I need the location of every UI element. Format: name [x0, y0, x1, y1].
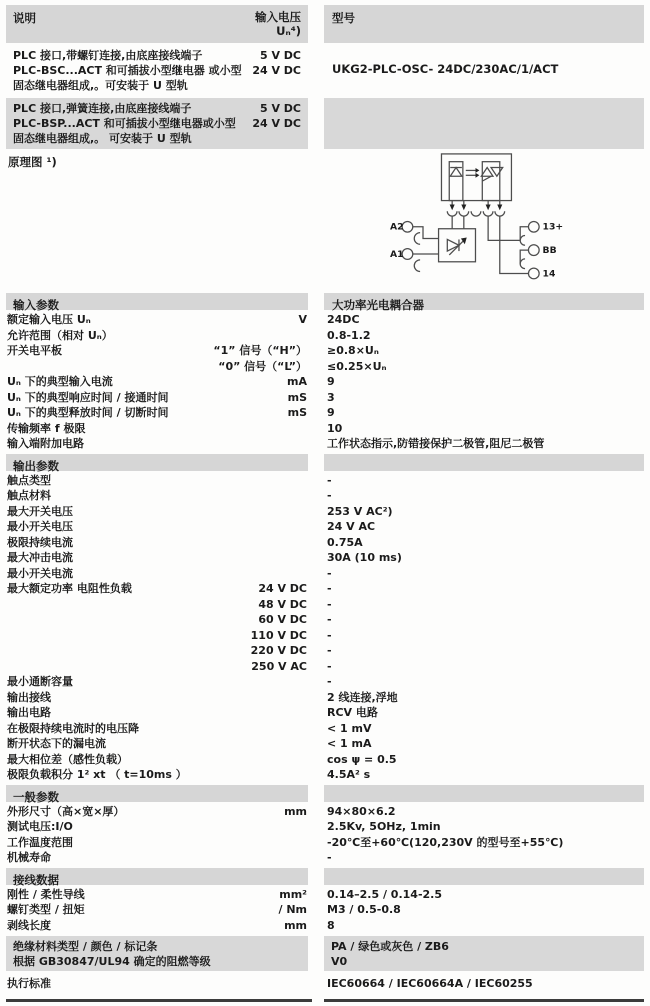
spec-sections [0, 293, 650, 933]
section-right-title: 大功率光电耦合器 [332, 298, 424, 312]
spec-left-cell [6, 359, 308, 375]
header-model-label: 型号 [332, 11, 355, 25]
spec-left-cell [6, 488, 308, 504]
spec-label: 最大冲击电流 [7, 551, 73, 564]
spec-condition: mm [284, 918, 307, 932]
spec-row [0, 819, 650, 835]
spec-label: 允许范围（相对 Uₙ） [7, 328, 113, 342]
header-description-label: 说明 [13, 11, 36, 25]
spec-value: - [327, 597, 332, 611]
header-input-voltage-label [255, 10, 301, 43]
spec-left-cell [6, 850, 308, 866]
spec-value: RCV 电路 [327, 706, 378, 719]
spec-row [0, 736, 650, 752]
spec-left-cell [6, 581, 308, 597]
spec-left-cell [6, 643, 308, 659]
header-left-bar [6, 5, 308, 43]
spec-row [0, 804, 650, 820]
spec-value: 24 V AC [327, 520, 376, 533]
input-voltage-symbol: Uₙ⁴) [276, 24, 301, 38]
spec-row [0, 566, 650, 582]
section-bar [0, 785, 650, 802]
spec-condition: 48 V DC [258, 597, 307, 611]
spec-label: 在极限持续电流时的电压降 [7, 721, 139, 735]
product-description-cell [6, 98, 308, 149]
spec-value: ≥0.8×Uₙ [327, 344, 379, 357]
spec-row [0, 835, 650, 851]
product-description [13, 48, 243, 93]
insulation-value: V0 [331, 954, 348, 968]
standards-row [0, 976, 650, 992]
terminal-a1-label: A1 [389, 248, 404, 260]
terminal-13 [528, 221, 539, 232]
spec-row [0, 918, 650, 934]
spec-value: < 1 mA [327, 737, 372, 750]
spec-condition: mm [284, 804, 307, 818]
spec-value: 2.5Kv, 5OHz, 1min [327, 820, 441, 833]
product-description-cell [6, 45, 308, 96]
spec-left-cell [6, 374, 308, 390]
input-diode-symbol [447, 239, 459, 251]
spec-condition: “0” 信号（“L”） [218, 359, 307, 373]
spec-row [0, 328, 650, 344]
spec-label: 刚性 / 柔性导线 [7, 887, 85, 901]
spec-left-cell [6, 721, 308, 737]
spec-label: 额定输入电压 Uₙ [7, 313, 91, 326]
product-rows [0, 43, 650, 149]
input-voltage-cell [243, 48, 301, 93]
spec-condition: 220 V DC [250, 644, 307, 657]
section-bar [0, 293, 650, 310]
spec-value: 253 V AC²) [327, 504, 393, 518]
spec-row [0, 612, 650, 628]
spec-value: 0.14–2.5 / 0.14-2.5 [327, 887, 442, 901]
spec-label: 最大相位差（感性负载） [7, 752, 128, 766]
terminal-13-label: 13+ [542, 221, 564, 233]
spec-label: 开关电平板 [7, 344, 62, 357]
spec-row [0, 535, 650, 551]
spec-value: - [327, 851, 332, 864]
model-number: UKG2-PLC-OSC- 24DC/230AC/1/ACT [332, 62, 559, 76]
spec-row [0, 390, 650, 406]
section-title-bar [6, 868, 308, 885]
spec-row [0, 767, 650, 783]
spec-row [0, 659, 650, 675]
section-title: 一般参数 [13, 789, 59, 804]
bottom-rule-right [324, 999, 644, 1002]
spec-left-cell [6, 612, 308, 628]
spec-row [0, 421, 650, 437]
spec-label: 输出电路 [7, 706, 51, 719]
terminal-bb [528, 245, 539, 256]
spec-label: 工作温度范围 [7, 835, 73, 849]
spec-row [0, 597, 650, 613]
spec-value: cos ψ = 0.5 [327, 752, 397, 766]
description-line: 固态继电器组成,。 可安装于 U 型轨 [13, 132, 192, 145]
description-line: PLC 接口,弹簧连接,由底座接线端子 [13, 102, 192, 115]
spec-left-cell [6, 902, 308, 918]
spec-label: 极限负载积分 1² xt （ t=10ms ） [7, 768, 187, 781]
spec-value: - [327, 613, 332, 626]
spec-row [0, 628, 650, 644]
spec-label: 最大开关电压 [7, 504, 73, 518]
terminal-a2-label: A2 [389, 221, 404, 233]
spec-left-cell [6, 405, 308, 421]
spec-value: 0.75A [327, 535, 363, 549]
spec-left-cell [6, 752, 308, 768]
spec-label: 输出接线 [7, 690, 51, 704]
spec-label: Uₙ 下的典型释放时间 / 切断时间 [7, 406, 169, 419]
spec-row [0, 705, 650, 721]
spec-left-cell [6, 804, 308, 820]
spec-left-cell [6, 535, 308, 551]
section-right-bar [324, 868, 644, 885]
spec-left-cell [6, 819, 308, 835]
spec-row [0, 343, 650, 359]
spec-left-cell [6, 421, 308, 437]
spec-row [0, 721, 650, 737]
spec-condition: 60 V DC [258, 613, 307, 626]
spec-row [0, 405, 650, 421]
spec-row [0, 519, 650, 535]
product-row [0, 43, 650, 96]
spec-left-cell [6, 504, 308, 520]
spec-row [0, 504, 650, 520]
spec-value: 30A (10 ms) [327, 551, 402, 564]
spec-label: 外形尺寸（高×宽×厚） [7, 804, 125, 818]
spec-row [0, 581, 650, 597]
voltage-value: 24 V DC [252, 117, 301, 130]
spec-row [0, 674, 650, 690]
spec-left-cell [6, 767, 308, 783]
spec-row [0, 887, 650, 903]
description-line: PLC-BSP...ACT 和可插拔小型继电器或小型 [13, 117, 236, 130]
section-bar [0, 454, 650, 471]
schematic-label: 原理图 ¹) [8, 155, 57, 169]
voltage-value: 24 V DC [252, 64, 301, 77]
spec-left-cell [6, 736, 308, 752]
section-right-bar [324, 293, 644, 310]
spec-row [0, 359, 650, 375]
spec-label: Uₙ 下的典型响应时间 / 接通时间 [7, 390, 169, 404]
spec-value: - [327, 489, 332, 502]
insulation-band [0, 936, 650, 971]
spec-label: 最小开关电流 [7, 566, 73, 580]
description-line: PLC-BSC...ACT 和可插拔小型继电器 或小型 [13, 64, 242, 77]
spec-condition: 24 V DC [258, 582, 307, 595]
spec-value: 10 [327, 421, 343, 435]
spec-left-cell [6, 566, 308, 582]
product-row [0, 96, 650, 149]
spec-condition: / Nm [278, 903, 307, 916]
section-title: 输入参数 [13, 298, 59, 312]
spec-label: 机械寿命 [7, 851, 51, 864]
insulation-labels [6, 936, 308, 971]
input-voltage-text: 输入电压 [255, 10, 301, 24]
spec-left-cell [6, 519, 308, 535]
standards-label: 执行标准 [7, 977, 51, 990]
spec-value: 8 [327, 918, 335, 932]
spec-row [0, 752, 650, 768]
spec-value: -20℃至+60℃(120,230V 的型号至+55℃) [327, 835, 564, 849]
spec-left-cell [6, 473, 308, 489]
voltage-value: 5 V DC [259, 102, 301, 115]
spec-condition: mA [287, 375, 307, 388]
circuit-diagram [387, 151, 632, 289]
section-title-bar [6, 785, 308, 802]
spec-condition: V [298, 313, 307, 326]
spec-row [0, 488, 650, 504]
spec-value: 4.5A² s [327, 768, 371, 781]
spec-left-cell [6, 690, 308, 706]
spec-condition: “1” 信号（“H”） [213, 344, 307, 357]
spec-label: 传输频率 f 极限 [7, 421, 86, 435]
spec-left-cell [6, 918, 308, 934]
spec-value: - [327, 675, 332, 688]
spec-row [0, 436, 650, 452]
spec-condition: mm² [279, 887, 307, 901]
spec-label: 触点材料 [7, 489, 51, 502]
led-symbol [450, 168, 462, 177]
spec-condition: 110 V DC [250, 628, 307, 642]
terminal-bb-label: BB [542, 245, 557, 257]
spec-row [0, 690, 650, 706]
input-voltage-cell [243, 101, 301, 146]
spec-row [0, 550, 650, 566]
terminal-a1 [402, 249, 413, 260]
spec-left-cell [6, 343, 308, 359]
voltage-value: 5 V DC [259, 49, 301, 62]
spec-left-cell [6, 705, 308, 721]
insulation-label: 绝缘材料类型 / 颜色 / 标记条 [13, 939, 158, 953]
spec-row [0, 473, 650, 489]
spec-condition: mS [287, 406, 307, 419]
spec-label: 极限持续电流 [7, 535, 73, 549]
spec-label: 螺钉类型 / 扭矩 [7, 903, 85, 916]
section-bar [0, 868, 650, 885]
spec-value: - [327, 566, 332, 580]
spec-left-cell [6, 835, 308, 851]
spec-row [0, 312, 650, 328]
spec-left-cell [6, 674, 308, 690]
section-title-bar [6, 454, 308, 471]
spec-left-cell [6, 436, 308, 452]
spec-left-cell [6, 887, 308, 903]
section-right-bar [324, 785, 644, 802]
spec-row [0, 850, 650, 866]
spec-left-cell [6, 628, 308, 644]
spec-label: 断开状态下的漏电流 [7, 737, 106, 750]
spec-value: - [327, 659, 332, 673]
spec-condition: 250 V AC [251, 659, 307, 673]
insulation-value: PA / 绿色或灰色 / ZB6 [331, 939, 449, 953]
section-title: 输出参数 [13, 458, 59, 473]
spec-value: - [327, 628, 332, 642]
spec-value: M3 / 0.5-0.8 [327, 903, 401, 916]
spec-label: 输入端附加电路 [7, 437, 84, 450]
section-title-bar [6, 293, 308, 310]
insulation-label: 根据 GB30847/UL94 确定的阻燃等级 [13, 954, 211, 968]
section-right-bar [324, 454, 644, 471]
spec-value: 工作状态指示,防错接保护二极管,阻尼二极管 [327, 437, 545, 450]
spec-value: ≤0.25×Uₙ [327, 359, 387, 373]
relay-module-box [441, 154, 511, 201]
spec-value: - [327, 473, 332, 487]
spec-label: Uₙ 下的典型输入电流 [7, 375, 113, 388]
model-cell [324, 45, 644, 96]
spec-value: 94×80×6.2 [327, 804, 396, 818]
spec-value: < 1 mV [327, 721, 372, 735]
spec-row [0, 374, 650, 390]
spec-label: 触点类型 [7, 473, 51, 487]
header-model-bar [324, 5, 644, 43]
spec-value: 0.8-1.2 [327, 328, 371, 342]
product-description [13, 101, 243, 146]
terminal-14-label: 14 [542, 268, 556, 280]
spec-left-cell [6, 328, 308, 344]
spec-row [0, 902, 650, 918]
spec-label: 剥线长度 [7, 918, 51, 932]
spec-left-cell [6, 390, 308, 406]
spec-value: 9 [327, 406, 335, 419]
spec-left-cell [6, 312, 308, 328]
standards-value: IEC60664 / IEC60664A / IEC60255 [327, 977, 533, 990]
spec-label: 最小通断容量 [7, 675, 73, 688]
bottom-rule-left [6, 999, 312, 1002]
schematic-section [6, 151, 644, 291]
spec-label: 最小开关电压 [7, 520, 73, 533]
spec-value: - [327, 644, 332, 657]
spec-label: 最大额定功率 电阻性负载 [7, 582, 132, 595]
spec-label: 测试电压:I/O [7, 820, 73, 833]
spec-value: - [327, 582, 332, 595]
section-title: 接线数据 [13, 872, 59, 887]
spec-value: 3 [327, 390, 335, 404]
terminal-a2 [402, 221, 413, 232]
terminal-14 [528, 268, 539, 279]
spec-left-cell [6, 659, 308, 675]
spec-condition: mS [287, 390, 307, 404]
spec-left-cell [6, 597, 308, 613]
description-line: PLC 接口,带螺钉连接,由底座接线端子 [13, 49, 203, 62]
spec-value: 24DC [327, 313, 360, 326]
model-cell [324, 98, 644, 149]
description-line: 固态继电器组成,。可安装于 U 型轨 [13, 79, 188, 92]
spec-value: 2 线连接,浮地 [327, 690, 398, 704]
spec-value: 9 [327, 375, 335, 388]
table-header [0, 0, 650, 43]
spec-left-cell [6, 550, 308, 566]
insulation-values [324, 936, 644, 971]
input-circuit-box [439, 229, 476, 262]
spec-row [0, 643, 650, 659]
